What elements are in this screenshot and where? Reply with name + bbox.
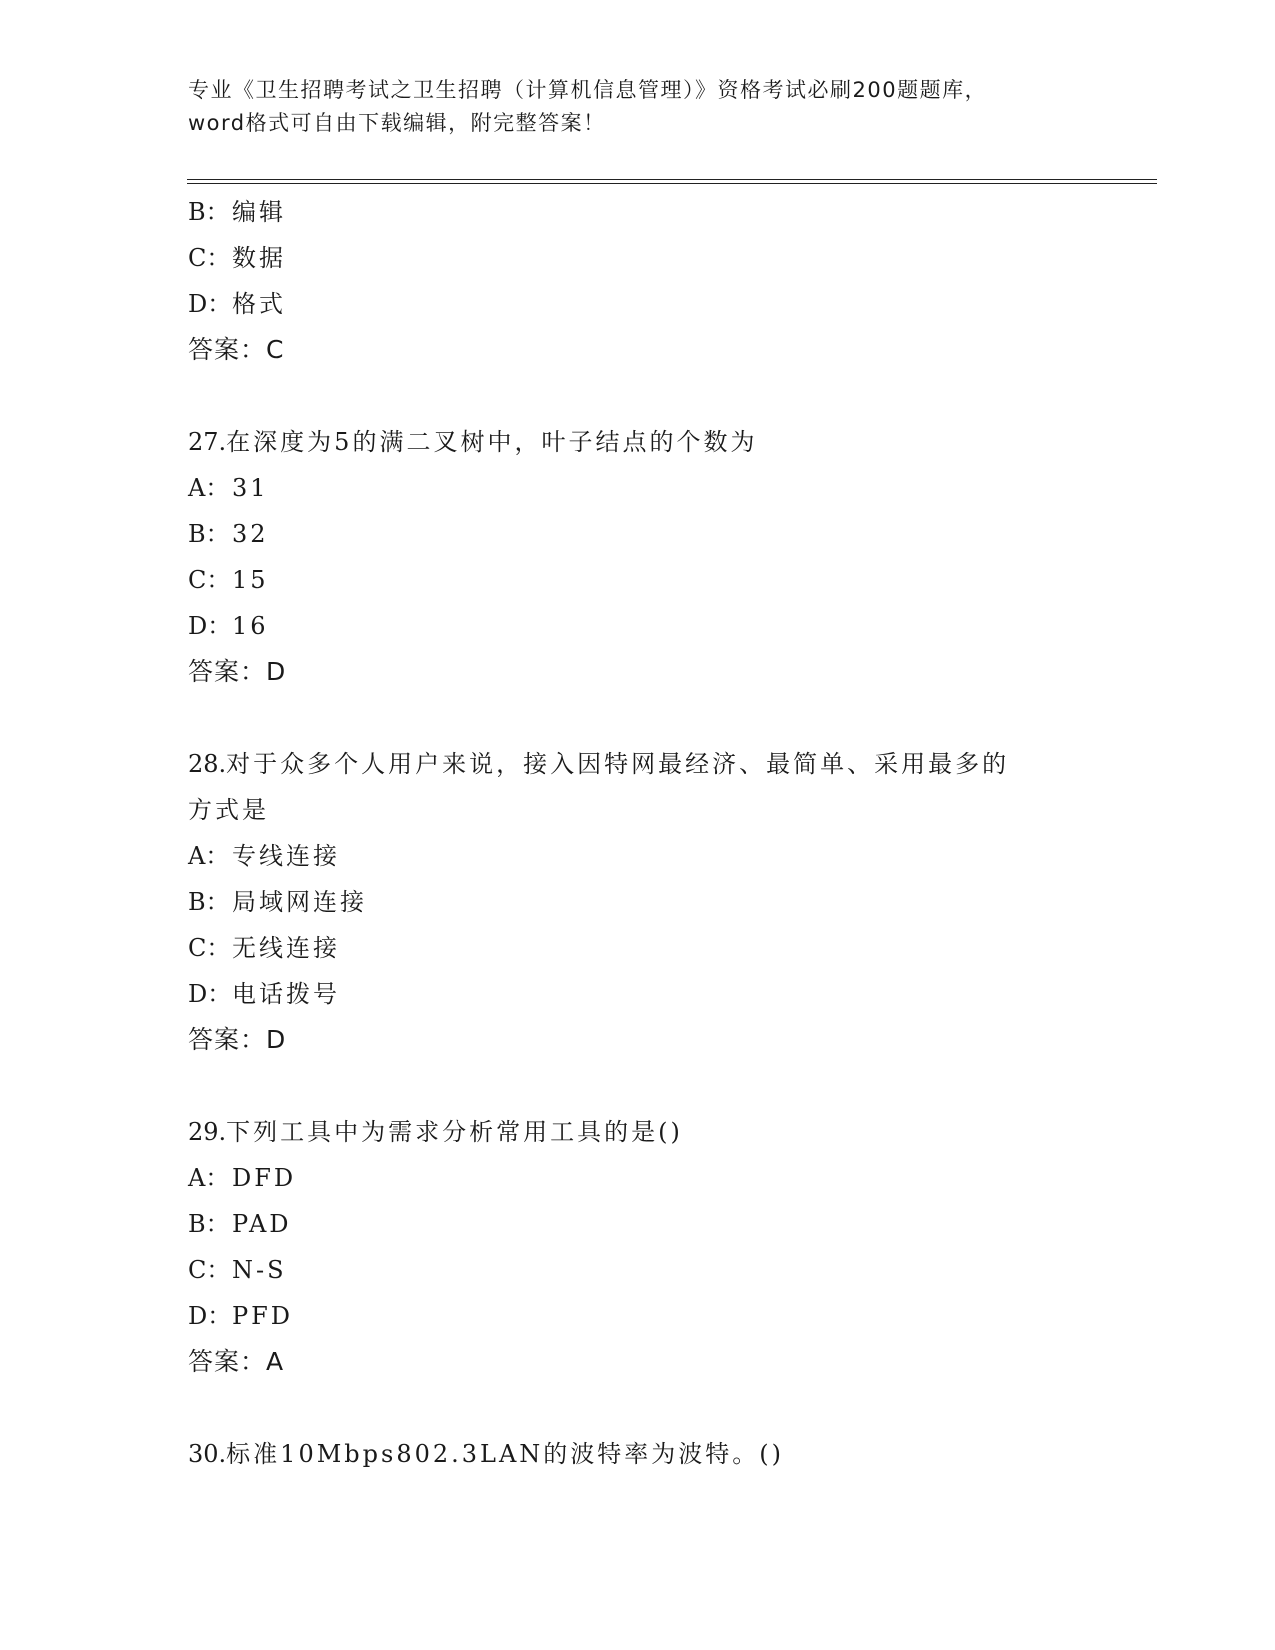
- option-text: DFD: [232, 1164, 297, 1192]
- question-stem-continued: 方式是: [188, 796, 269, 824]
- option-d: [188, 603, 1088, 649]
- option-letter: B：: [188, 198, 230, 226]
- option-text: 局域网连接: [232, 888, 367, 916]
- option-d: [188, 281, 1088, 327]
- question-stem: [188, 741, 1088, 787]
- option-text: PFD: [232, 1302, 294, 1330]
- header-title-line-1: 专业《卫生招聘考试之卫生招聘（计算机信息管理）》资格考试必刷200题题库，: [188, 78, 988, 102]
- page-header: [188, 74, 1088, 140]
- option-text: 格式: [232, 290, 286, 318]
- question-stem: [188, 1431, 1088, 1477]
- question-text: 标准10Mbps802.3LAN的波特率为波特。(): [226, 1440, 785, 1468]
- spacer: [188, 1063, 1088, 1109]
- option-d: [188, 1293, 1088, 1339]
- option-text: N-S: [232, 1256, 287, 1284]
- option-letter: D：: [188, 612, 232, 640]
- question-number: 29.: [188, 1118, 227, 1146]
- option-text: 数据: [232, 244, 286, 272]
- option-letter: C：: [188, 1256, 231, 1284]
- header-double-rule: [187, 179, 1157, 184]
- option-letter: A：: [188, 842, 230, 870]
- option-letter: B：: [188, 1210, 230, 1238]
- question-26-tail: [188, 189, 1088, 373]
- question-27: [188, 419, 1088, 695]
- option-a: [188, 1155, 1088, 1201]
- option-text: 无线连接: [232, 934, 340, 962]
- option-letter: D：: [188, 1302, 232, 1330]
- question-text: 在深度为5的满二叉树中，叶子结点的个数为: [226, 428, 758, 456]
- option-letter: C：: [188, 244, 231, 272]
- option-text: 32: [232, 520, 269, 548]
- option-letter: C：: [188, 566, 231, 594]
- answer-line: 答案：A: [188, 1347, 285, 1376]
- question-30: [188, 1431, 1088, 1477]
- spacer: [188, 695, 1088, 741]
- option-b: [188, 511, 1088, 557]
- question-number: 28.: [188, 750, 227, 778]
- answer-line: 答案：C: [188, 335, 285, 364]
- option-c: [188, 925, 1088, 971]
- question-text: 下列工具中为需求分析常用工具的是(): [226, 1118, 683, 1146]
- option-d: [188, 971, 1088, 1017]
- option-letter: C：: [188, 934, 231, 962]
- spacer: [188, 373, 1088, 419]
- option-letter: D：: [188, 290, 232, 318]
- option-c: [188, 1247, 1088, 1293]
- answer-line: 答案：D: [188, 657, 287, 686]
- option-text: 电话拨号: [232, 980, 340, 1008]
- question-number: 30.: [188, 1440, 227, 1468]
- question-text: 对于众多个人用户来说，接入因特网最经济、最简单、采用最多的: [226, 750, 1010, 778]
- option-text: 31: [232, 474, 269, 502]
- option-letter: A：: [188, 1164, 230, 1192]
- question-number: 27.: [188, 428, 227, 456]
- option-letter: D：: [188, 980, 232, 1008]
- header-title-line-2: word格式可自由下载编辑，附完整答案！: [188, 111, 606, 135]
- answer-line: 答案：D: [188, 1025, 287, 1054]
- option-a: [188, 465, 1088, 511]
- option-text: 16: [232, 612, 269, 640]
- question-stem: [188, 419, 1088, 465]
- question-stem: [188, 1109, 1088, 1155]
- option-text: 专线连接: [232, 842, 340, 870]
- option-text: 15: [232, 566, 269, 594]
- option-letter: B：: [188, 888, 230, 916]
- question-28: [188, 741, 1088, 1063]
- option-letter: B：: [188, 520, 230, 548]
- option-text: 编辑: [232, 198, 286, 226]
- question-content: [188, 189, 1088, 1477]
- option-a: [188, 833, 1088, 879]
- option-b: [188, 189, 1088, 235]
- option-b: [188, 1201, 1088, 1247]
- option-text: PAD: [232, 1210, 292, 1238]
- spacer: [188, 1385, 1088, 1431]
- option-c: [188, 235, 1088, 281]
- option-letter: A：: [188, 474, 230, 502]
- option-c: [188, 557, 1088, 603]
- option-b: [188, 879, 1088, 925]
- question-29: [188, 1109, 1088, 1385]
